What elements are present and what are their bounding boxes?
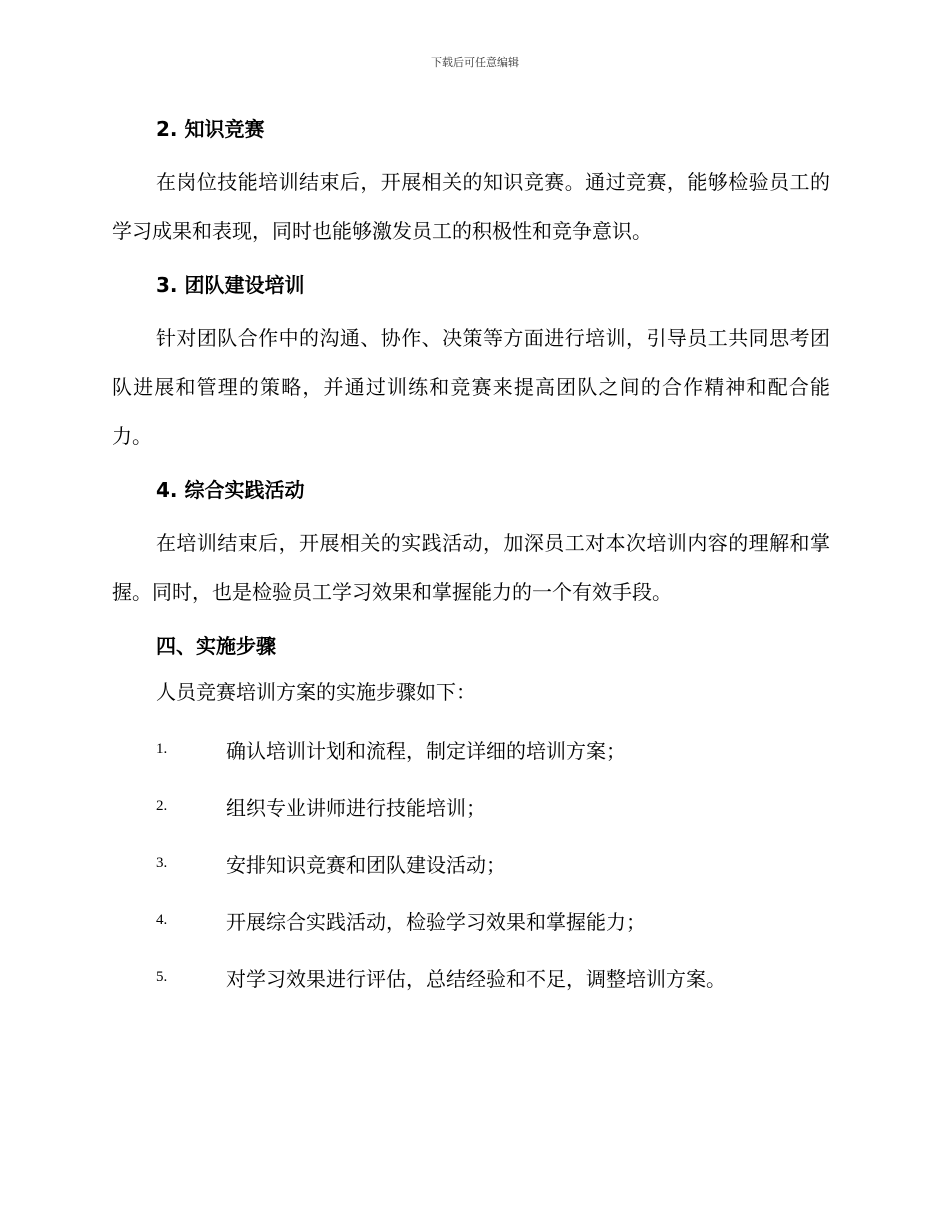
list-item [112,846,830,880]
section-heading: 3. 团队建设培训 [156,273,305,297]
step-text: 安排知识竞赛和团队建设活动； [226,852,506,877]
section-paragraph: 针对团队合作中的沟通、协作、决策等方面进行培训，引导员工共同思考团队进展和管理的策略，并通过训练和竞赛来提高团队之间的合作精神和配合能力。 [112,326,830,448]
section-heading: 2. 知识竞赛 [156,117,265,141]
section-team-building [112,268,830,461]
section-heading: 4. 综合实践活动 [156,478,305,502]
section-implementation-steps [112,629,830,994]
list-item [112,960,830,994]
section-knowledge-contest [112,112,830,256]
step-number: 2. [156,797,168,814]
list-item [112,903,830,937]
step-text: 对学习效果进行评估，总结经验和不足，调整培训方案。 [226,966,726,991]
steps-intro: 人员竞赛培训方案的实施步骤如下： [156,680,476,704]
list-item [112,732,830,766]
step-number: 4. [156,911,168,928]
step-number: 3. [156,854,168,871]
step-number: 5. [156,968,168,985]
header-note: 下载后可任意编辑 [431,56,519,69]
step-text: 开展综合实践活动，检验学习效果和掌握能力； [226,909,646,934]
section-paragraph: 在岗位技能培训结束后，开展相关的知识竞赛。通过竞赛，能够检验员工的学习成果和表现，同时也能够激发员工的积极性和竞争意识。 [112,170,830,243]
step-number: 1. [156,740,168,757]
section-paragraph: 在培训结束后，开展相关的实践活动，加深员工对本次培训内容的理解和掌握。同时，也是检验员工学习效果和掌握能力的一个有效手段。 [112,531,830,604]
step-text: 组织专业讲师进行技能培训； [226,795,486,820]
list-item [112,789,830,823]
step-text: 确认培训计划和流程，制定详细的培训方案； [226,738,626,763]
document-body [112,112,830,1017]
section-heading: 四、实施步骤 [156,634,276,658]
section-practice-activities [112,473,830,617]
